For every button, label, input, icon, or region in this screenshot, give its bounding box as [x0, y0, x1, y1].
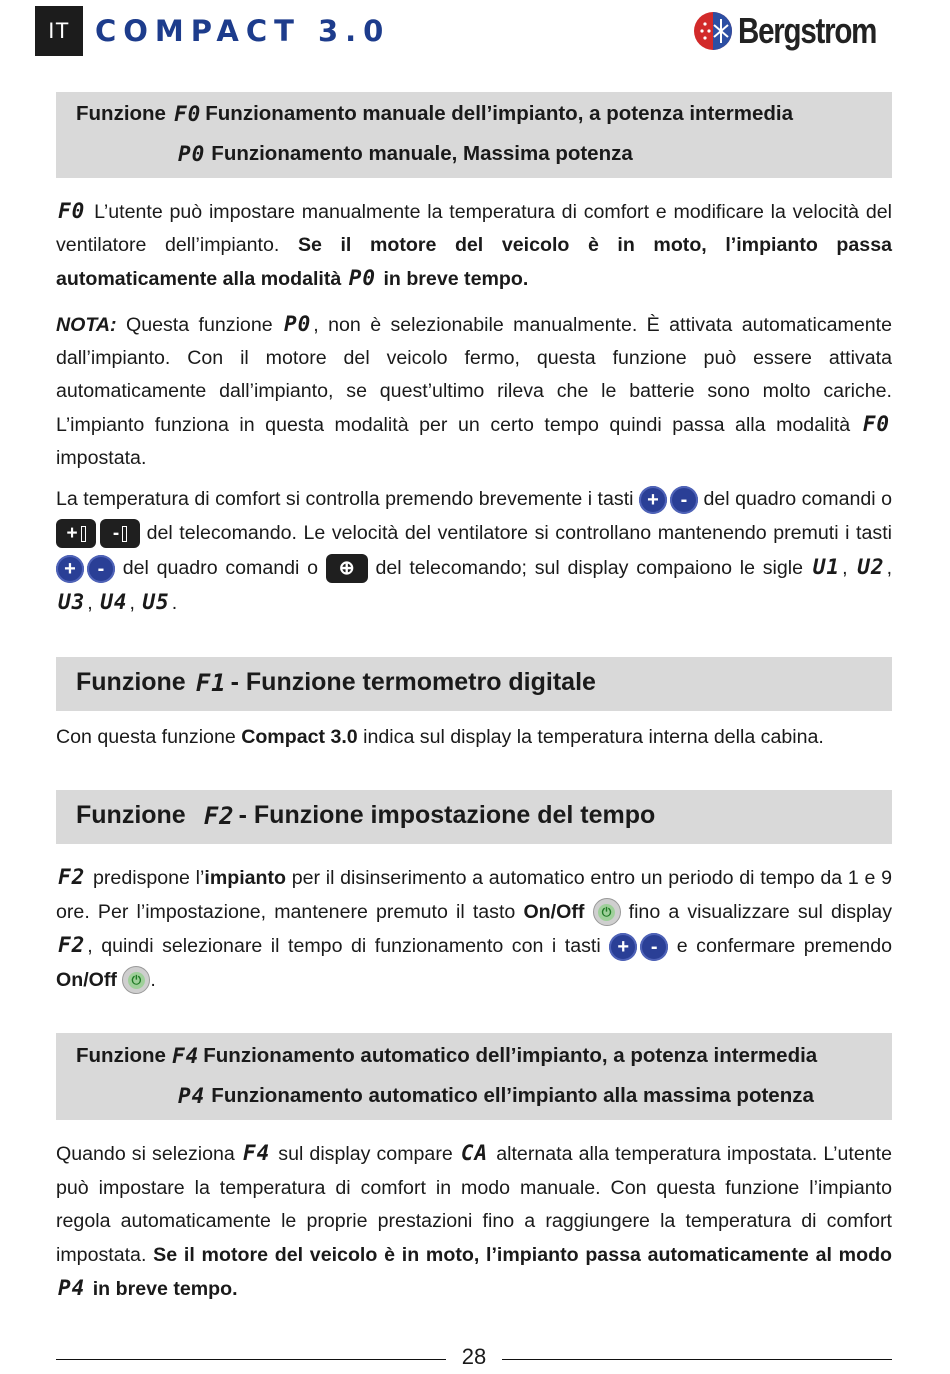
text: per il disinserimento a automatico entro un periodo di tempo da 1 e 9 ore. Per l’impostazione, mantenere premuto il tasto [56, 867, 892, 923]
segment-code: F2 [203, 801, 235, 830]
function-title: - Funzione impostazione del tempo [238, 801, 656, 829]
minus-round-button-icon: - [670, 486, 698, 514]
segment-code: U1 [812, 555, 841, 579]
text: del quadro comandi o [115, 557, 326, 579]
segment-code: P0 [284, 312, 312, 336]
language-tag: IT [35, 6, 83, 56]
segment-code: P0 [178, 142, 206, 166]
plus-round-button-icon: + [56, 555, 84, 583]
segment-code: CA [460, 1141, 489, 1165]
keypad-plus-key-icon: + [56, 519, 96, 548]
footer-rule-right [502, 1359, 892, 1360]
function-title: Funzionamento automatico ell’impianto alla massima potenza [211, 1084, 814, 1107]
segment-code: U5 [142, 590, 170, 614]
minus-round-button-icon: - [640, 933, 668, 961]
keypad-minus-key-icon: - [100, 519, 140, 548]
text: L’utente può impostare manualmente la temperatura di comfort e modificare la velocità del ventilatore dell’impianto. [56, 201, 892, 256]
power-button-icon: ⏻ [593, 898, 621, 926]
text: Quando si seleziona [56, 1143, 241, 1165]
function-title: Funzionamento automatico dell’impianto, a potenza intermedia [203, 1044, 818, 1067]
segment-code: F2 [58, 933, 86, 957]
product-title: COMPACT 3.0 [95, 14, 391, 48]
paragraph-f4-description [56, 1137, 892, 1307]
section-header-f0 [56, 92, 892, 178]
function-word: Funzione [76, 102, 166, 125]
text: e confermare premendo [668, 935, 892, 957]
text: indica sul display la temperatura interna della cabina. [357, 726, 824, 748]
segment-code: F4 [242, 1141, 271, 1165]
text: La temperatura di comfort si controlla premendo brevemente i tasti [56, 488, 639, 510]
text: del telecomando. Le velocità del ventilatore si controllano mantenendo premuti i tasti [140, 522, 892, 544]
function-title: Funzionamento manuale, Massima potenza [211, 142, 633, 165]
section-heading [76, 801, 655, 830]
power-button-icon: ⏻ [122, 966, 150, 994]
section-header-f1 [56, 657, 892, 711]
section-heading-line-2 [176, 142, 633, 166]
brand-logo [692, 8, 907, 54]
function-word: Funzione [76, 1044, 166, 1067]
page-footer [56, 1345, 892, 1373]
function-word: Funzione [76, 668, 186, 696]
text: del quadro comandi o [697, 488, 893, 510]
segment-code: P0 [348, 266, 377, 290]
note-label: NOTA: [56, 314, 117, 336]
segment-code: U4 [100, 590, 128, 614]
plus-round-button-icon: + [609, 933, 637, 961]
segment-code: F4 [171, 1044, 200, 1068]
segment-code: F1 [195, 668, 227, 697]
paragraph-f0-description [56, 195, 892, 296]
section-header-f4 [56, 1033, 892, 1120]
text: Con questa funzione [56, 726, 242, 748]
segment-code: U3 [58, 590, 86, 614]
bold-text: On/Off [56, 968, 117, 991]
text: del telecomando; sul display compaiono le sigle [367, 557, 811, 579]
brand-name: Bergstrom [738, 10, 877, 51]
section-header-f2 [56, 790, 892, 844]
function-title: Funzionamento manuale dell’impianto, a potenza intermedia [205, 102, 794, 125]
text: impostata. [56, 447, 147, 469]
plus-round-button-icon: + [639, 486, 667, 514]
paragraph-f1-description [56, 721, 892, 754]
bold-text: On/Off [523, 900, 585, 923]
function-word: Funzione [76, 801, 186, 829]
function-title: - Funzione termometro digitale [230, 668, 596, 696]
paragraph-f2-description: F2 predispone l’impianto per il disinserimento a automatico entro un periodo di tempo da 1 e 9 ore. Per l’impostazione, mantenere premuto il tasto On/Off ⏻ fino a visualizzare sul display F2 , quindi selezionare il tempo di funzionamento con i tasti + - e confermare premendo On/Off ⏻ . [56, 861, 892, 997]
text: fino a visualizzare sul display [620, 900, 892, 923]
bold-text: in breve tempo. [87, 1278, 238, 1300]
section-heading [76, 668, 596, 697]
text: , quindi selezionare il tempo di funzionamento con i tasti [87, 935, 610, 957]
section-heading-line-1 [76, 102, 793, 126]
section-heading-line-2 [176, 1084, 814, 1108]
fan-key-icon: ⊕ [326, 554, 368, 583]
segment-code: F0 [173, 102, 202, 126]
text: , non è selezionabile manualmente. È attivata automaticamente dall’impianto. Con il motore del veicolo fermo, questa funzione può essere attivata automaticamente dall’impianto, se quest’ultimo rileva che le batterie sono molto cariche. L’impianto funziona in questa modalità per un certo tempo quindi passa alla modalità [56, 314, 892, 436]
segment-code: F0 [58, 199, 86, 223]
text: Questa funzione [116, 314, 282, 336]
bold-text: Se il motore del veicolo è in moto, l’impianto passa automaticamente alla modalità [56, 234, 892, 290]
section-heading-line-1 [76, 1044, 817, 1068]
text: alternata alla temperatura impostata. L’utente può impostare la temperatura di comfort in modo manuale. Con questa funzione l’impianto regola automaticamente le proprie prestazioni fino a raggiungere la temperatura di comfort impostata. [56, 1143, 892, 1266]
bold-text: in breve tempo. [378, 268, 529, 290]
paragraph-nota [56, 308, 892, 475]
paragraph-controls: La temperatura di comfort si controlla premendo brevemente i tasti + - del quadro comandi o + - del telecomando. Le velocità del ventilatore si controllano mantenendo premuti i tasti + - del quadro comandi o ⊕ del telecomando; sul display compaiono le sigle U1 , U2 , U3 , U4 , U5 . [56, 482, 892, 620]
text: sul display compare [272, 1143, 459, 1165]
segment-code: F0 [862, 412, 890, 436]
bold-text: Se il motore del veicolo è in moto, l’impianto passa automaticamente al modo [153, 1243, 893, 1266]
segment-code: P4 [178, 1084, 206, 1108]
segment-code: F2 [58, 865, 86, 889]
snowflake-sun-icon [692, 10, 734, 52]
text: predispone l’ [87, 867, 205, 889]
page-number: 28 [461, 1344, 487, 1369]
segment-code: P4 [58, 1276, 86, 1300]
bold-text: Compact 3.0 [241, 726, 358, 748]
bold-text: impianto [204, 867, 287, 889]
segment-code: U2 [857, 555, 885, 579]
minus-round-button-icon: - [87, 555, 115, 583]
